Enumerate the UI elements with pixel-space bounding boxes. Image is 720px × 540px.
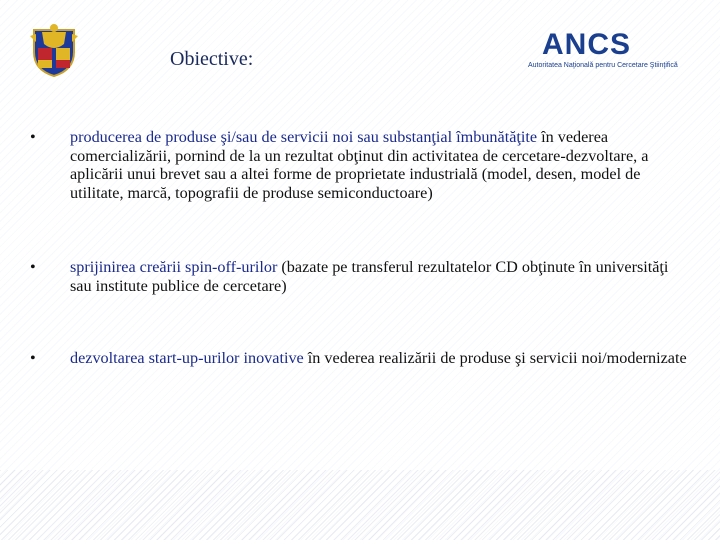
background-pattern [0, 470, 720, 540]
list-item [30, 349, 690, 368]
item-text: în vederea realizării de produse şi servicii noi/modernizate [303, 349, 687, 367]
item-highlight: sprijinirea creării spin-off-urilor [70, 258, 278, 276]
list-item [30, 258, 690, 295]
bullet: • [30, 349, 36, 367]
bullet: • [30, 128, 36, 146]
ancs-logo [528, 28, 688, 74]
item-text: (bazate pe transferul rezultatelor CD obţinute în universităţi sau institute publice de cercetare) [70, 258, 669, 295]
item-highlight: dezvoltarea start-up-urilor inovative [70, 349, 304, 367]
ancs-logo-subtitle: Autoritatea Naţională pentru Cercetare Ştiinţifică [528, 62, 678, 69]
objectives-list [30, 128, 690, 368]
ancs-logo-text: ANCS [542, 28, 632, 61]
page-title: Obiective: [170, 48, 254, 70]
bullet: • [30, 258, 36, 276]
item-text: în vederea comercializării, pornind de la un rezultat obţinut din activitatea de cercetare-dezvoltare, a aplicării unui brevet sau a altei forme de proprietate industrială (model, desen, model de utilitate, marcă, topografii de produse semiconductoare) [70, 128, 649, 202]
list-item [30, 128, 690, 202]
item-highlight: producerea de produse şi/sau de servicii noi sau substanţial îmbunătăţite [70, 128, 538, 146]
romania-coat-of-arms-icon [28, 22, 80, 78]
